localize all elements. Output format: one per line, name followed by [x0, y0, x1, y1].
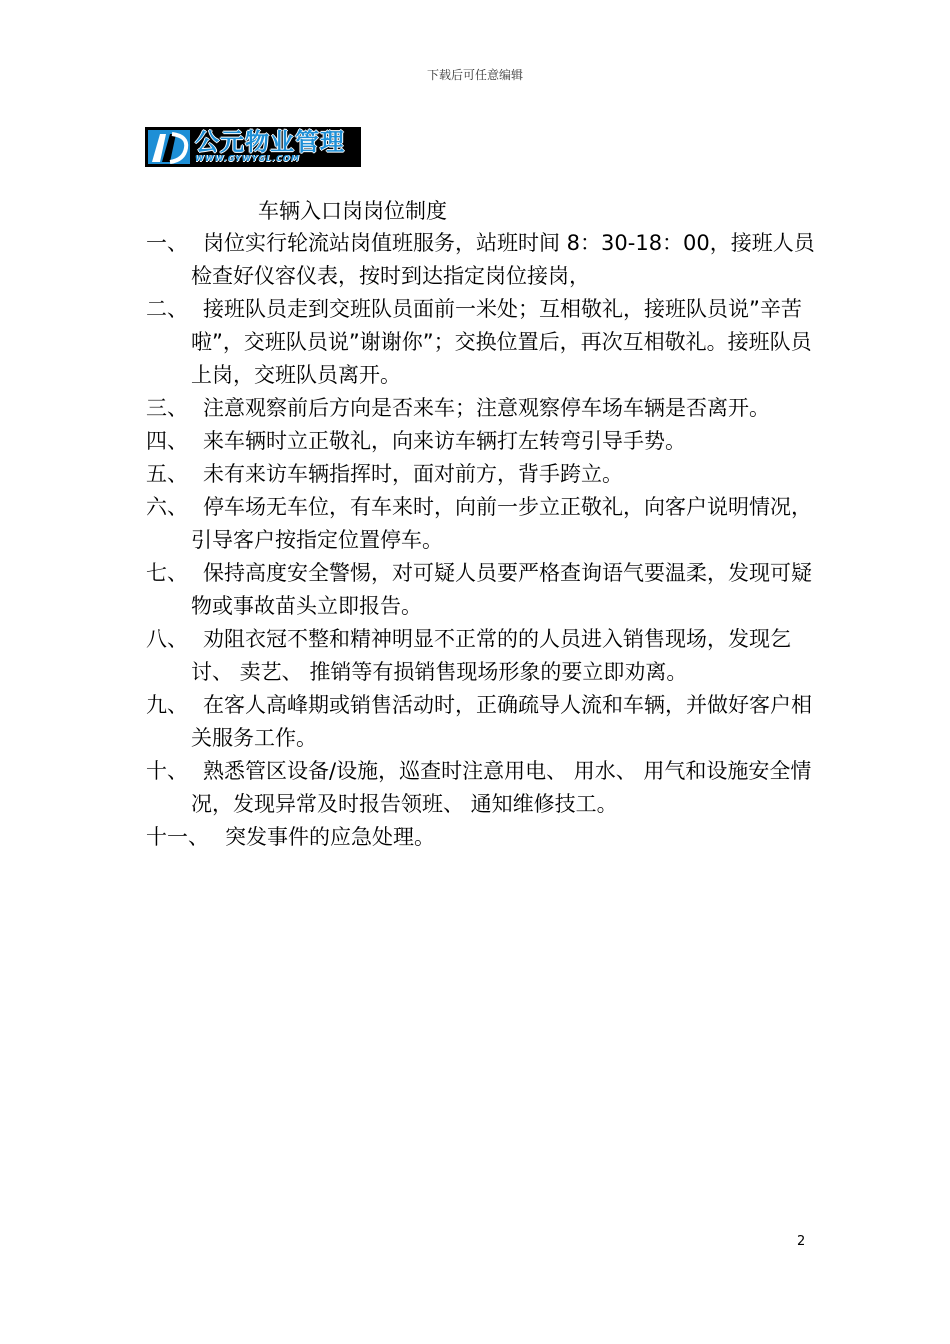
- rule-number: 二、: [146, 297, 188, 321]
- rule-number: 七、: [146, 561, 188, 585]
- rule-item: [146, 227, 826, 293]
- rule-item: [146, 623, 826, 689]
- page-number: 2: [797, 1234, 806, 1249]
- rule-number: 五、: [146, 462, 188, 486]
- rule-item: [146, 755, 826, 821]
- header-note: 下载后可任意编辑: [426, 68, 523, 82]
- rule-text: 熟悉管区设备/设施，巡查时注意用电、 用水、 用气和设施安全情况，发现异常及时报告领班、 通知维修技工。: [191, 759, 812, 816]
- rule-item: [146, 425, 826, 458]
- rule-number: 八、: [146, 627, 188, 651]
- rule-text: 突发事件的应急处理。: [225, 825, 435, 849]
- rule-number: 六、: [146, 495, 188, 519]
- rule-text: 接班队员走到交班队员面前一米处；互相敬礼，接班队员说”辛苦啦”，交班队员说”谢谢你”；交换位置后，再次互相敬礼。接班队员上岗，交班队员离开。: [191, 297, 812, 387]
- logo-url: WWW.GYWYGL.COM: [195, 154, 300, 163]
- rule-text: 在客人高峰期或销售活动时，正确疏导人流和车辆，并做好客户相关服务工作。: [191, 693, 812, 750]
- rule-item: [146, 458, 826, 491]
- rule-text: 未有来访车辆指挥时，面对前方，背手跨立。: [203, 462, 623, 486]
- rule-text: 岗位实行轮流站岗值班服务，站班时间 8：30-18：00，接班人员检查好仪容仪表，按时到达指定岗位接岗，: [191, 231, 815, 288]
- logo-name: 公元物业管理: [195, 128, 345, 156]
- document-title: 车辆入口岗岗位制度: [258, 199, 447, 223]
- rule-number: 九、: [146, 693, 188, 717]
- rule-item: [146, 689, 826, 755]
- company-logo: [145, 127, 361, 167]
- rule-number: 一、: [146, 231, 188, 255]
- rule-number: 十一、: [146, 825, 209, 849]
- rule-item: [146, 293, 826, 392]
- rule-text: 注意观察前后方向是否来车；注意观察停车场车辆是否离开。: [203, 396, 770, 420]
- rule-number: 十、: [146, 759, 188, 783]
- rule-text: 劝阻衣冠不整和精神明显不正常的的人员进入销售现场，发现乞讨、 卖艺、 推销等有损销售现场形象的要立即劝离。: [191, 627, 791, 684]
- rule-number: 三、: [146, 396, 188, 420]
- rules-list: [146, 227, 826, 854]
- rule-item: [146, 392, 826, 425]
- rule-text: 保持高度安全警惕，对可疑人员要严格查询语气要温柔，发现可疑物或事故苗头立即报告。: [191, 561, 812, 618]
- rule-item: [146, 491, 826, 557]
- logo-mark-icon: [148, 130, 190, 164]
- rule-text: 停车场无车位，有车来时，向前一步立正敬礼，向客户说明情况，引导客户按指定位置停车。: [191, 495, 812, 552]
- rule-item: [146, 821, 826, 854]
- rule-number: 四、: [146, 429, 188, 453]
- rule-text: 来车辆时立正敬礼，向来访车辆打左转弯引导手势。: [203, 429, 686, 453]
- rule-item: [146, 557, 826, 623]
